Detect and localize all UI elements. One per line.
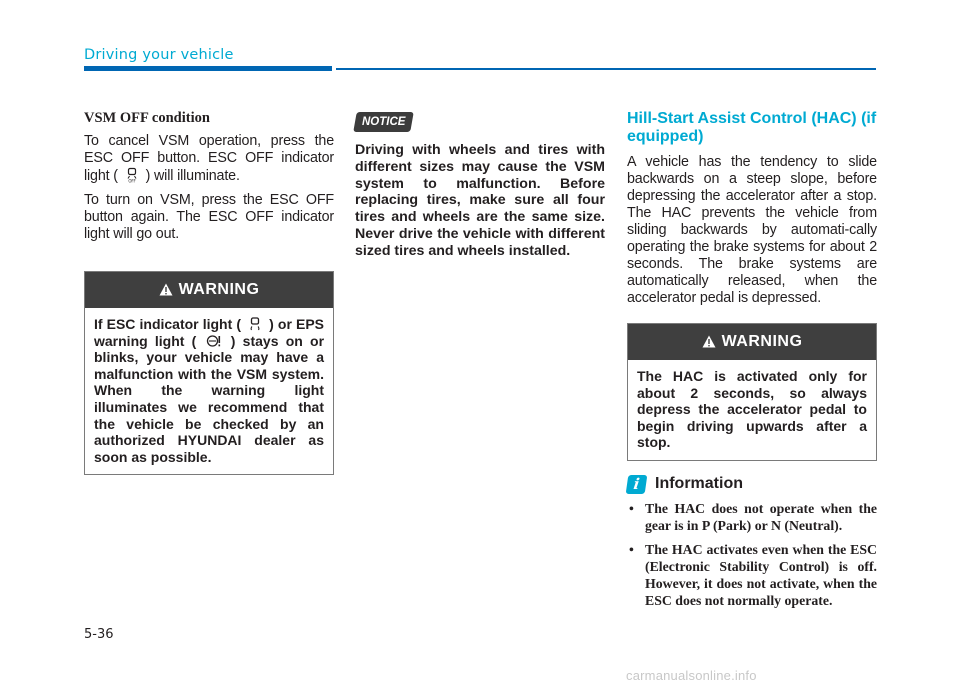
information-header — [627, 475, 877, 494]
list-item: • The HAC does not operate when the gear is in P (Park) or N (Neutral). — [629, 500, 877, 533]
warning-body-hac: The HAC is activated only for about 2 seconds, so always depress the accelerator pedal to begin driving upwards after a stop. — [637, 368, 867, 451]
warning-box-hac — [627, 323, 877, 461]
hac-heading: Hill-Start Assist Control (HAC) (if equipped) — [627, 110, 877, 145]
vsm-off-paragraph-2: To turn on VSM, press the ESC OFF button again. The ESC OFF indicator light will go out. — [84, 192, 334, 242]
warning-box-esc — [84, 271, 334, 475]
esc-off-indicator-icon — [124, 167, 140, 183]
notice-badge: NOTICE — [353, 112, 414, 132]
section-header: Driving your vehicle — [84, 47, 234, 63]
header-rule-thin — [336, 68, 876, 70]
information-list — [627, 500, 877, 609]
warning-header: WARNING — [85, 272, 333, 308]
column-right — [627, 110, 877, 616]
watermark: carmanualsonline.info — [626, 668, 757, 683]
notice-text: Driving with wheels and tires with different sizes may cause the VSM system to malfunction. Before replacing tires, make sure all four tires and wheels are the same size. Never drive the vehicle with different sized tires and wheels installed. — [355, 142, 605, 259]
page-number: 5-36 — [84, 627, 114, 642]
column-middle — [355, 112, 605, 260]
warning-header: WARNING — [628, 324, 876, 360]
hac-paragraph: A vehicle has the tendency to slide backwards on a steep slope, before depressing the accelerator after a stop. The HAC prevents the vehicle from sliding backwards by automati-cally operating the brake systems for about 2 seconds. The brake systems are automatically released, when the accelerator pedal is depressed. — [627, 154, 877, 306]
header-rule-thick — [84, 66, 332, 71]
svg-text:OFF: OFF — [128, 178, 136, 183]
list-item: • The HAC activates even when the ESC (Electronic Stability Control) is off. However, it does not activate, when the ESC does not normally operate. — [629, 541, 877, 608]
column-left — [84, 110, 334, 475]
vsm-off-heading: VSM OFF condition — [84, 110, 210, 126]
warning-triangle-icon — [702, 335, 716, 348]
information-icon: i — [626, 475, 648, 494]
vsm-off-paragraph-1: To cancel VSM operation, press the ESC OFF button. ESC OFF indicator light ( OFF ) will illuminate. — [84, 133, 334, 184]
warning-triangle-icon — [159, 283, 173, 296]
information-title: Information — [655, 475, 743, 493]
eps-warning-icon — [206, 333, 222, 349]
esc-indicator-icon — [247, 316, 263, 332]
warning-body-esc: If ESC indicator light ( ) or EPS warning light ( ) stays on or blinks, your vehicle may have a malfunction with the VSM system. When the warning light illuminates we recommend that the vehicle be checked by an authorized HYUNDAI dealer as soon as possible. — [94, 316, 325, 465]
